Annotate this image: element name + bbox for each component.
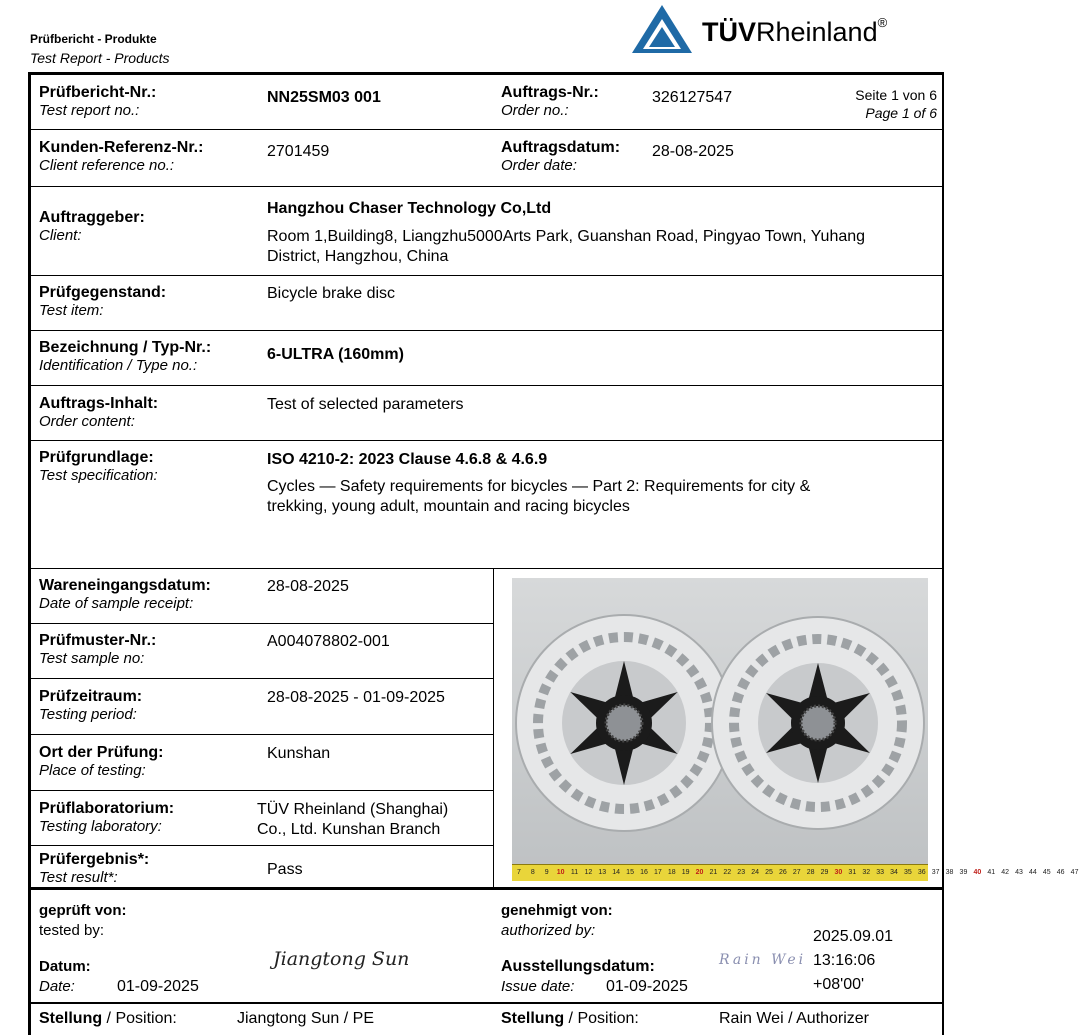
sample-no: A004078802-001 bbox=[267, 633, 390, 650]
ruler-mark: 33 bbox=[876, 869, 884, 876]
row-report-no: Prüfbericht-Nr.: Test report no.: NN25SM03 001 Auftrags-Nr.: Order no.: 326127547 Seite 1 von 6 Page 1 of 6 bbox=[31, 75, 942, 130]
ruler-mark: 39 bbox=[959, 869, 968, 876]
ruler-mark: 25 bbox=[765, 869, 773, 876]
client-name: Hangzhou Chaser Technology Co,Ltd bbox=[267, 200, 552, 217]
row-test-result: Prüfergebnis*: Test result*: Pass bbox=[39, 851, 303, 886]
approved-by-de: genehmigt von: bbox=[501, 902, 613, 919]
ruler-mark: 35 bbox=[903, 869, 912, 876]
ruler-mark: 26 bbox=[778, 869, 787, 876]
tested-by-de: geprüft von: bbox=[39, 902, 127, 919]
ruler-mark: 23 bbox=[737, 869, 746, 876]
row-specification: Prüfgrundlage: Test specification: ISO 4210-2: 2023 Clause 4.6.8 & 4.6.9 Cycles — Safety requirements for bicycles — Part 2: Requirements for city & trekking, young adult, mountain and racing bicycles bbox=[31, 441, 942, 569]
issue-date-label-de: Ausstellungsdatum: bbox=[501, 958, 655, 975]
client-address-2: District, Hangzhou, China bbox=[267, 248, 449, 265]
ruler-mark: 12 bbox=[584, 869, 593, 876]
ruler-mark: 13 bbox=[598, 869, 607, 876]
ruler-mark: 21 bbox=[709, 869, 718, 876]
stamp-timezone: +08'00' bbox=[813, 976, 865, 993]
approver-position-label: Stellung / Position: bbox=[501, 1010, 639, 1027]
ruler-mark: 22 bbox=[723, 869, 732, 876]
ruler-mark: 40 bbox=[973, 869, 982, 876]
client-ref: 2701459 bbox=[267, 143, 330, 160]
measuring-tape bbox=[512, 864, 1079, 881]
date-label-de: Datum: bbox=[39, 958, 91, 975]
test-date: 01-09-2025 bbox=[117, 978, 199, 995]
ruler-mark: 10 bbox=[556, 869, 565, 876]
ruler-mark: 44 bbox=[1029, 869, 1037, 876]
ruler-mark: 11 bbox=[570, 869, 579, 876]
brake-disc-illustration bbox=[512, 578, 928, 865]
ruler-mark: 14 bbox=[612, 869, 621, 876]
tuv-logo bbox=[630, 3, 930, 55]
report-table bbox=[28, 72, 1079, 890]
row-place: Ort der Prüfung: Place of testing: Kunshan bbox=[31, 735, 494, 791]
sample-receipt-date: 28-08-2025 bbox=[267, 578, 349, 595]
ruler-mark: 7 bbox=[516, 869, 521, 876]
laboratory-1: TÜV Rheinland (Shanghai) bbox=[257, 801, 449, 818]
tester-position: Jiangtong Sun / PE bbox=[237, 1010, 374, 1027]
ruler-mark: 29 bbox=[820, 869, 829, 876]
test-specification: ISO 4210-2: 2023 Clause 4.6.8 & 4.6.9 bbox=[267, 451, 548, 468]
order-no: 326127547 bbox=[652, 89, 733, 106]
ruler-mark: 36 bbox=[917, 869, 926, 876]
ruler-mark: 18 bbox=[667, 869, 676, 876]
order-content: Test of selected parameters bbox=[267, 396, 464, 413]
ruler-mark: 9 bbox=[544, 869, 549, 876]
ruler-mark: 28 bbox=[806, 869, 815, 876]
issue-date: 01-09-2025 bbox=[606, 978, 688, 995]
spec-description-1: Cycles — Safety requirements for bicycles — Part 2: Requirements for city & bbox=[267, 478, 811, 495]
row-client: Auftraggeber: Client: Hangzhou Chaser Technology Co,Ltd Room 1,Building8, Liangzhu5000Arts Park, Guanshan Road, Pingyao Town, Yuhang District, Hangzhou, China bbox=[31, 187, 942, 276]
spec-description-2: trekking, young adult, mountain and racing bicycles bbox=[267, 498, 630, 515]
ruler-mark: 8 bbox=[530, 869, 535, 876]
tuv-triangle-icon bbox=[630, 3, 694, 55]
row-test-item: Prüfgegenstand: Test item: Bicycle brake disc bbox=[31, 276, 942, 331]
row-identification: Bezeichnung / Typ-Nr.: Identification / Type no.: 6-ULTRA (160mm) bbox=[31, 331, 942, 386]
logo-wordmark: TÜVRheinland® bbox=[702, 15, 888, 47]
ruler-mark: 43 bbox=[1015, 869, 1023, 876]
ruler-mark: 30 bbox=[834, 869, 843, 876]
test-result: Pass bbox=[267, 861, 303, 878]
ruler-mark: 32 bbox=[862, 869, 871, 876]
ruler-mark: 42 bbox=[1001, 869, 1010, 876]
report-title-de: Prüfbericht - Produkte bbox=[30, 32, 157, 46]
ruler-mark: 41 bbox=[987, 869, 996, 876]
ruler-mark: 37 bbox=[931, 869, 940, 876]
row-laboratory: Prüflaboratorium: Testing laboratory: TÜV Rheinland (Shanghai) Co., Ltd. Kunshan Branch bbox=[31, 791, 494, 846]
ruler-mark: 16 bbox=[640, 869, 648, 876]
page-indicator: Seite 1 von 6 Page 1 of 6 bbox=[855, 87, 937, 121]
ruler-mark: 15 bbox=[626, 869, 634, 876]
approved-by-en: authorized by: bbox=[501, 922, 596, 939]
signoff-block bbox=[28, 890, 944, 1035]
ruler-mark: 38 bbox=[945, 869, 954, 876]
test-item: Bicycle brake disc bbox=[267, 285, 396, 302]
identification: 6-ULTRA (160mm) bbox=[267, 346, 404, 363]
row-sample-receipt: Wareneingangsdatum: Date of sample receipt: 28-08-2025 bbox=[31, 569, 494, 624]
testing-period: 28-08-2025 - 01-09-2025 bbox=[267, 689, 445, 706]
order-date: 28-08-2025 bbox=[652, 143, 734, 160]
tested-by-en: tested by: bbox=[39, 922, 105, 939]
tester-position-label: Stellung / Position: bbox=[39, 1010, 177, 1027]
client-address-1: Room 1,Building8, Liangzhu5000Arts Park, Guanshan Road, Pingyao Town, Yuhang bbox=[267, 228, 866, 245]
stamp-date: 2025.09.01 bbox=[813, 928, 894, 945]
ruler-mark: 20 bbox=[695, 869, 704, 876]
ruler-mark: 46 bbox=[1056, 869, 1065, 876]
tester-signature: Jiangtong Sun bbox=[273, 948, 410, 970]
report-title-en: Test Report - Products bbox=[30, 50, 170, 66]
ruler-mark: 45 bbox=[1042, 869, 1051, 876]
ruler-mark: 31 bbox=[848, 869, 857, 876]
place-of-testing: Kunshan bbox=[267, 745, 331, 762]
date-label-en: Date: bbox=[39, 978, 75, 995]
ruler-mark: 47 bbox=[1070, 869, 1079, 876]
ruler-mark: 34 bbox=[890, 869, 898, 876]
row-order-content: Auftrags-Inhalt: Order content: Test of selected parameters bbox=[31, 386, 942, 441]
laboratory-2: Co., Ltd. Kunshan Branch bbox=[257, 821, 441, 838]
ruler-mark: 27 bbox=[792, 869, 801, 876]
ruler-mark: 17 bbox=[653, 869, 662, 876]
row-client-ref: Kunden-Referenz-Nr.: Client reference no.: 2701459 Auftragsdatum: Order date: 28-08-2025 bbox=[31, 130, 942, 187]
sample-photo bbox=[512, 578, 1079, 881]
report-no: NN25SM03 001 bbox=[267, 89, 381, 106]
stamp-time: 13:16:06 bbox=[813, 952, 876, 969]
approver-position: Rain Wei / Authorizer bbox=[719, 1010, 869, 1027]
row-sample-no: Prüfmuster-Nr.: Test sample no: A004078802-001 bbox=[31, 624, 494, 679]
ruler-mark: 19 bbox=[681, 869, 690, 876]
row-testing-period: Prüfzeitraum: Testing period: 28-08-2025 - 01-09-2025 bbox=[31, 679, 494, 735]
ruler-mark: 24 bbox=[751, 869, 759, 876]
issue-date-label-en: Issue date: bbox=[501, 978, 575, 995]
approver-signature: Rain Wei bbox=[719, 952, 807, 968]
